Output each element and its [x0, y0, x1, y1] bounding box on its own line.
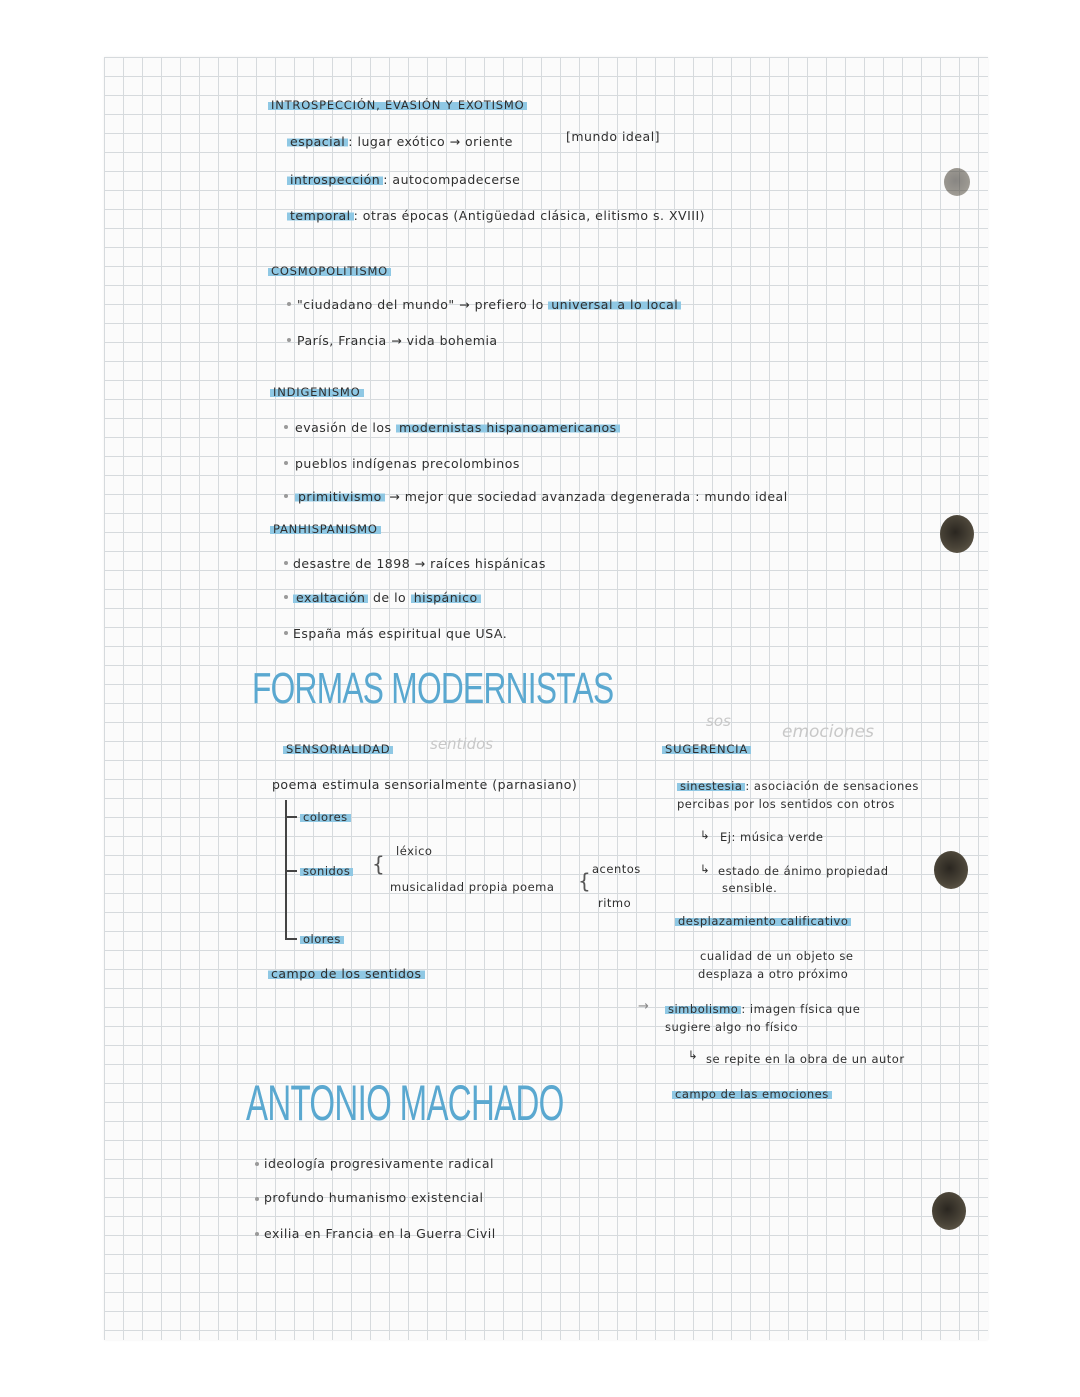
- sens-heading: SENSORIALIDAD: [283, 740, 393, 758]
- sens-lexico: léxico: [396, 844, 433, 858]
- sens-acentos: acentos: [592, 862, 641, 876]
- s1-heading: INTROSPECCIÓN, EVASIÓN Y EXOTISMO: [268, 96, 527, 114]
- sug-arrow: ↳: [700, 828, 711, 842]
- sug-example: Ej: música verde: [720, 830, 824, 844]
- bullet: [255, 1232, 259, 1236]
- sug-sinestesia: sinestesia : asociación de sensaciones: [677, 777, 919, 795]
- sens-brace-2: {: [578, 869, 592, 893]
- bullet: [284, 494, 288, 498]
- sug-faint-2: emociones: [782, 722, 874, 742]
- sug-arrow-in: →: [638, 999, 650, 1014]
- sug-campo: campo de las emociones: [672, 1085, 832, 1103]
- sug-estado-2: sensible.: [722, 881, 778, 895]
- s2-item-2: París, Francia → vida bohemia: [297, 333, 498, 348]
- bullet: [284, 631, 288, 635]
- s1-note: [mundo ideal]: [566, 129, 661, 144]
- tree-branch: [285, 870, 297, 872]
- sens-campo: campo de los sentidos: [268, 965, 425, 983]
- sens-olores: olores: [300, 930, 344, 948]
- bullet: [284, 425, 288, 429]
- sug-desplazamiento: desplazamiento calificativo: [675, 912, 851, 930]
- s4-item-3: España más espiritual que USA.: [293, 626, 508, 641]
- bullet: [255, 1162, 259, 1166]
- s3-heading: INDIGENISMO: [270, 383, 364, 401]
- sens-faint-note: sentidos: [430, 735, 494, 753]
- tree-branch: [285, 938, 297, 940]
- tree-branch: [285, 816, 297, 818]
- punch-hole-2: [940, 515, 974, 553]
- sens-brace: {: [372, 852, 386, 876]
- s4-item-1: desastre de 1898 → raíces hispánicas: [293, 556, 546, 571]
- punch-hole-1: [944, 168, 970, 196]
- punch-hole-4: [932, 1192, 966, 1230]
- formas-title: FORMAS MODERNISTAS: [252, 664, 614, 713]
- bullet: [255, 1197, 259, 1201]
- sug-simbolismo-2: sugiere algo no físico: [665, 1020, 799, 1034]
- bullet: [284, 561, 288, 565]
- bullet: [287, 302, 291, 306]
- sug-arrow: ↳: [700, 862, 711, 876]
- sug-arrow: ↳: [688, 1048, 699, 1062]
- sug-estado: estado de ánimo propiedad: [718, 864, 889, 878]
- machado-item-3: exilia en Francia en la Guerra Civil: [264, 1226, 496, 1241]
- s1-line-2: introspección : autocompadecerse: [287, 171, 520, 189]
- sug-cualidad-2: desplaza a otro próximo: [698, 967, 849, 981]
- sug-faint-1: sos: [706, 712, 731, 730]
- sens-musicalidad: musicalidad propia poema: [390, 880, 555, 894]
- machado-title: ANTONIO MACHADO: [246, 1075, 564, 1131]
- s4-heading: PANHISPANISMO: [270, 520, 381, 538]
- s3-item-2: pueblos indígenas precolombinos: [295, 456, 520, 471]
- s3-item-1: evasión de los modernistas hispanoamericanos: [295, 419, 620, 437]
- s1-line-1: espacial : lugar exótico → oriente: [287, 133, 513, 151]
- s2-heading: COSMOPOLITISMO: [268, 262, 391, 280]
- bullet: [284, 595, 288, 599]
- sug-cualidad-1: cualidad de un objeto se: [700, 949, 854, 963]
- s1-key-espacial: espacial: [287, 134, 348, 149]
- machado-item-1: ideología progresivamente radical: [264, 1156, 494, 1171]
- s3-item-3: primitivismo → mejor que sociedad avanzada degenerada : mundo ideal: [295, 488, 788, 506]
- bullet: [284, 461, 288, 465]
- machado-item-2: profundo humanismo existencial: [264, 1190, 484, 1205]
- bullet: [287, 338, 291, 342]
- sug-heading: SUGERENCIA: [662, 740, 751, 758]
- punch-hole-3: [934, 851, 968, 889]
- sug-simbolismo: simbolismo : imagen física que: [665, 1000, 860, 1018]
- s2-item-1: "ciudadano del mundo" → prefiero lo universal a lo local: [297, 296, 681, 314]
- s4-item-2: exaltación de lo hispánico: [293, 589, 481, 607]
- s1-line-3: temporal : otras épocas (Antigüedad clásica, elitismo s. XVIII): [287, 207, 705, 225]
- sug-simbolismo-3: se repite en la obra de un autor: [706, 1052, 905, 1066]
- sens-ritmo: ritmo: [598, 896, 632, 910]
- sug-sinestesia-2: percibas por los sentidos con otros: [677, 797, 895, 811]
- sens-sonidos: sonidos: [300, 862, 353, 880]
- sens-colores: colores: [300, 808, 351, 826]
- sens-intro: poema estimula sensorialmente (parnasiano): [272, 777, 578, 792]
